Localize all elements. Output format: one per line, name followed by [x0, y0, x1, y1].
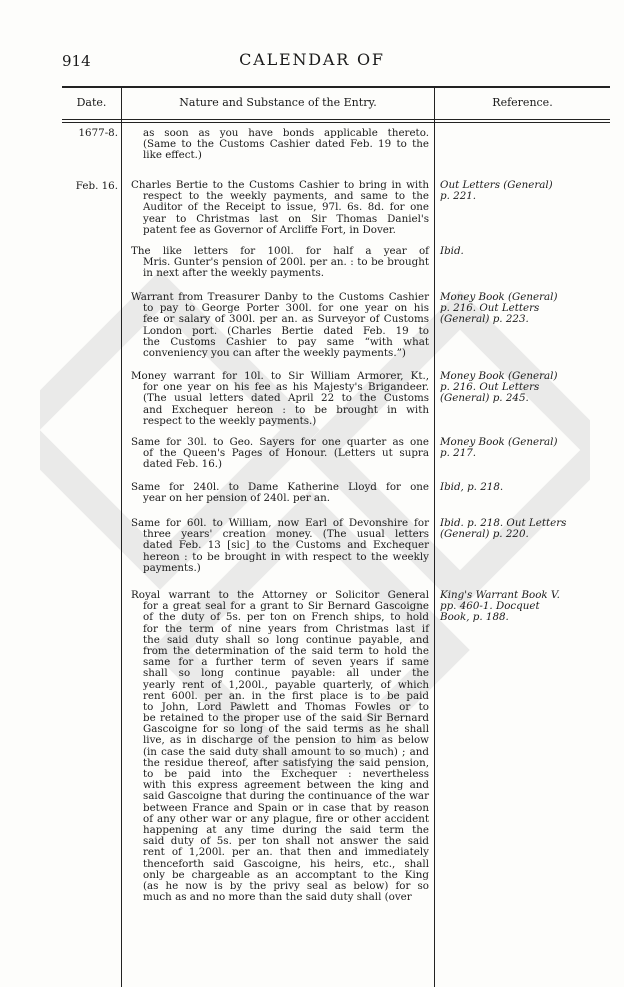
entry-line: said duty of 5s. per ton shall not answer the said [143, 835, 429, 848]
table-header-rule-2 [62, 122, 610, 123]
entry-line: from the determination of the said term to hold the [143, 644, 429, 657]
entry-line: payments.) [143, 561, 201, 574]
reference-line: p. 216. Out Letters [440, 302, 540, 315]
entry-reference [440, 180, 596, 202]
entry-line: three years' creation money. (The usual letters [143, 528, 429, 541]
entry-line: rent of 1,200l. per an. that then and immediately [143, 846, 429, 859]
entry-line: (The usual letters dated April 22 to the Customs [143, 392, 429, 405]
entry-line: like effect.) [143, 149, 202, 162]
reference-line: (General) p. 245. [440, 392, 529, 405]
entry-line: Mris. Gunter's pension of 200l. per an. : to be brought [143, 256, 429, 269]
entry-line: to John, Lord Pawlett and Thomas Fowles or to [143, 700, 429, 713]
entry-line: for one year on his fee as his Majesty's Brigandeer. [143, 381, 429, 394]
entry-reference [440, 482, 596, 493]
reference-line: Ibid. [440, 245, 464, 257]
entry-line: of any other war or any plague, fire or other accident [143, 812, 429, 825]
entry-line: Gascoigne for so long of the said terms as he shall [143, 723, 429, 736]
entry-line: rent 600l. per an. in the first place is to be paid [143, 689, 429, 702]
entry-line: respect to the weekly payments, and same to the [143, 190, 429, 203]
entry-text [131, 590, 429, 903]
reference-line: King's Warrant Book V. [440, 589, 560, 601]
entry-line: of the duty of 5s. per ton on French ships, to hold [143, 611, 429, 624]
entry-line: and Exchequer hereon : to be brought in with [143, 403, 429, 416]
entry-line: conveniency you can after the weekly payments.”) [143, 346, 406, 359]
reference-column-divider [434, 87, 435, 987]
entry-reference [440, 246, 596, 257]
entry-line: for a great seal for a grant to Sir Bernard Gascoigne [143, 600, 429, 613]
reference-line: p. 217. [440, 447, 477, 460]
entry-line: fee or salary of 300l. per an. as Surveyor of Customs [143, 313, 429, 326]
entry-line: of the Queen's Pages of Honour. (Letters ut supra [143, 447, 429, 460]
reference-line: pp. 460-1. Docquet [440, 600, 540, 613]
entry-line: hereon : to be brought in with respect to the weekly [143, 550, 429, 563]
reference-line: Book, p. 188. [440, 611, 509, 624]
entry-line: Charles Bertie to the Customs Cashier to bring in with [131, 179, 429, 191]
entry-line: only be chargeable as an accomptant to the King [143, 868, 429, 881]
entry-line: as soon as you have bonds applicable thereto. [143, 127, 429, 139]
entry-date: 1677-8. [78, 127, 118, 139]
entry-line: Money warrant for 10l. to Sir William Armorer, Kt., [131, 370, 429, 382]
header-nature: Nature and Substance of the Entry. [179, 96, 377, 109]
entry-line: Auditor of the Receipt to issue, 97l. 6s. 8d. for one [143, 201, 429, 214]
entry-reference [440, 292, 596, 326]
entry-text [131, 371, 429, 427]
date-column-divider [121, 87, 122, 987]
entry-line: yearly rent of 1,200l., payable quarterly, of which [143, 678, 429, 691]
entry-text [131, 180, 429, 236]
header-date: Date. [76, 96, 107, 109]
reference-line: Money Book (General) [440, 370, 558, 382]
entry-line: happening at any time during the said term the [143, 823, 429, 836]
entry-line: live, as in discharge of the pension to him as below [143, 734, 429, 747]
reference-line: p. 221. [440, 190, 477, 203]
table-header-rule [62, 119, 610, 120]
entry-line: to be paid into the Exchequer : nevertheless [143, 768, 429, 780]
reference-line: (General) p. 223. [440, 313, 529, 326]
entry-line: between France and Spain or in case that by reason [143, 801, 429, 814]
reference-line: (General) p. 220. [440, 528, 529, 541]
reference-line: Out Letters (General) [440, 179, 553, 191]
reference-line: p. 216. Out Letters [440, 381, 540, 394]
entry-line: year to Christmas last on Sir Thomas Daniel's [143, 212, 429, 225]
entry-text [131, 128, 429, 162]
reference-line: Money Book (General) [440, 436, 558, 448]
entry-line: Same for 60l. to William, now Earl of Devonshire for [131, 517, 429, 529]
entry-reference [440, 371, 596, 405]
entry-line: to pay to George Porter 300l. for one year on his [143, 302, 429, 315]
entry-line: be retained to the proper use of the said Sir Bernard [143, 712, 429, 725]
entry-reference [440, 437, 596, 459]
running-title: CALENDAR OF [239, 50, 385, 69]
entry-line: the residue thereof, after satisfying the said pension, [143, 756, 429, 769]
entry-text [131, 518, 429, 574]
entry-line: dated Feb. 13 [sic] to the Customs and Exchequer [143, 539, 429, 552]
entry-reference [440, 518, 596, 540]
entry-line: Royal warrant to the Attorney or Solicitor General [131, 589, 429, 601]
reference-line: Ibid. p. 218. Out Letters [440, 517, 567, 529]
entry-text [131, 292, 429, 359]
entry-line: London port. (Charles Bertie dated Feb. 19 to [143, 324, 429, 337]
entry-line: year on her pension of 240l. per an. [143, 492, 330, 505]
entry-line: same for a further term of seven years if same [143, 656, 429, 669]
entry-text [131, 482, 429, 504]
reference-line: Money Book (General) [440, 291, 558, 303]
reference-line: Ibid, p. 218. [440, 481, 504, 493]
entry-line: the said duty shall so long continue payable, and [143, 633, 429, 646]
entry-line: The like letters for 100l. for half a year of [131, 245, 429, 257]
entry-line: the Customs Cashier to pay same “with what [143, 335, 429, 348]
entry-line: Same for 240l. to Dame Katherine Lloyd for one [131, 481, 429, 493]
entry-date: Feb. 16. [75, 180, 118, 192]
entry-line: said Gascoigne that during the continuance of the war [143, 790, 429, 803]
entry-line: Same for 30l. to Geo. Sayers for one quarter as one [131, 436, 429, 448]
table-top-rule [62, 86, 610, 88]
entry-line: thenceforth said Gascoigne, his heirs, etc., shall [143, 857, 429, 870]
entry-reference [440, 590, 596, 624]
entry-text [131, 246, 429, 280]
entry-line: (as he now is by the privy seal as below) for so [143, 879, 429, 892]
entry-line: dated Feb. 16.) [143, 458, 223, 471]
entry-line: Warrant from Treasurer Danby to the Customs Cashier [131, 291, 429, 303]
entry-line: shall so long continue payable: all under the [143, 667, 429, 680]
entry-line: in next after the weekly payments. [143, 267, 325, 280]
header-reference: Reference. [492, 96, 553, 109]
entry-line: patent fee as Governor of Arcliffe Fort, in Dover. [143, 223, 396, 236]
entry-text [131, 437, 429, 471]
page-number: 914 [62, 52, 91, 70]
entry-line: respect to the weekly payments.) [143, 414, 317, 427]
entry-line: with this express agreement between the king and [143, 779, 429, 792]
entry-line: much as and no more than the said duty shall (over [143, 891, 412, 904]
entry-line: (Same to the Customs Cashier dated Feb. 19 to the [143, 138, 429, 151]
entry-line: for the term of nine years from Christmas last if [143, 622, 429, 635]
entry-line: (in case the said duty shall amount to so much) ; and [143, 745, 429, 758]
